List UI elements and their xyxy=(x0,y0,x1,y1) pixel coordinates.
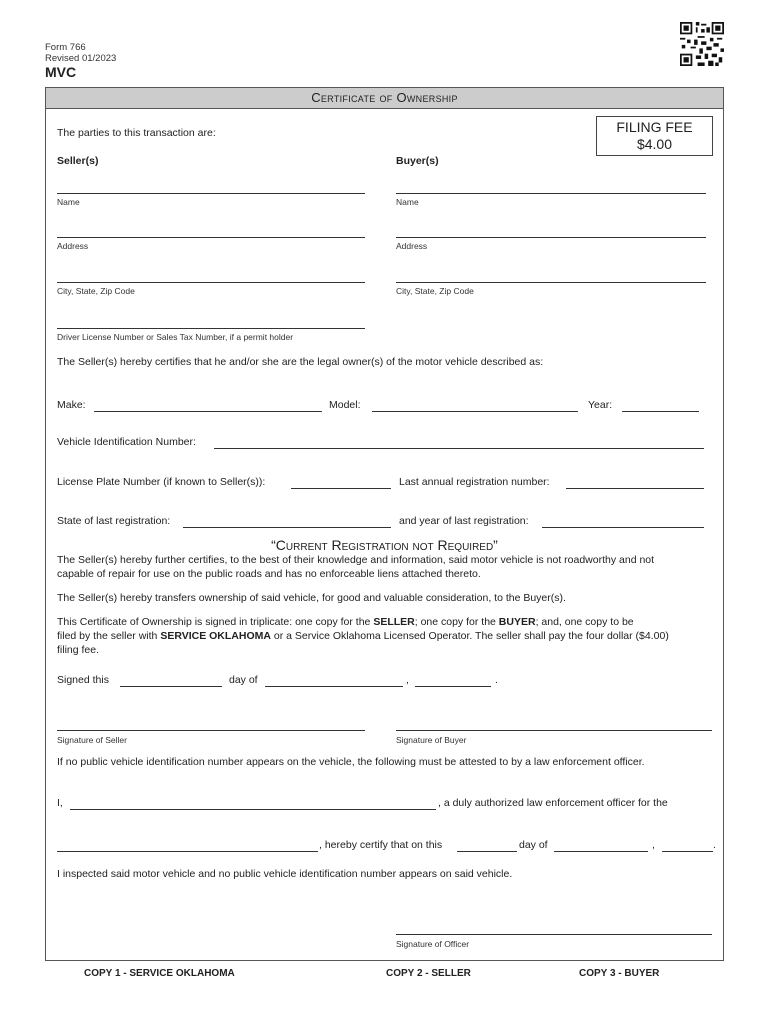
officer-signature-label: Signature of Officer xyxy=(396,939,470,949)
last-reg-number-label: Last annual registration number: xyxy=(399,476,550,488)
last-reg-number-field[interactable] xyxy=(566,488,704,489)
further-certify-line-1: The Seller(s) hereby further certifies, to the best of their knowledge and information, said motor vehicle is not roadworthy and not xyxy=(57,554,655,566)
footer-copy-3: COPY 3 - BUYER xyxy=(579,968,660,979)
officer-signature-field[interactable] xyxy=(396,934,712,935)
year-field[interactable] xyxy=(622,411,699,412)
buyer-city-label: City, State, Zip Code xyxy=(396,286,474,296)
plate-label: License Plate Number (if known to Seller(s)): xyxy=(57,476,266,488)
triplicate-text-2a: filed by the seller with xyxy=(57,630,161,642)
officer-i-label: I, xyxy=(57,797,63,809)
signed-day-field[interactable] xyxy=(120,686,222,687)
transfer-text: The Seller(s) hereby transfers ownership of said vehicle, for good and valuable consideration, to the Buyer(s). xyxy=(57,592,566,604)
seller-address-field[interactable] xyxy=(57,237,365,238)
vin-label: Vehicle Identification Number: xyxy=(57,436,196,448)
signed-year-field[interactable] xyxy=(415,686,491,687)
officer-name-field[interactable] xyxy=(70,809,436,810)
filing-fee-label: FILING FEE xyxy=(616,119,693,135)
revised-date: Revised 01/2023 xyxy=(45,53,117,64)
further-certify-line-2: capable of repair for use on the public roads and has no enforceable liens attached thereto. xyxy=(57,568,481,580)
qr-code-icon xyxy=(680,22,724,66)
signed-month-field[interactable] xyxy=(265,686,403,687)
form-title: Certificate of Ownership xyxy=(311,90,458,105)
triplicate-service-oklahoma: SERVICE OKLAHOMA xyxy=(160,630,271,642)
buyer-name-field[interactable] xyxy=(396,193,706,194)
year-reg-label: and year of last registration: xyxy=(399,515,529,527)
vin-field[interactable] xyxy=(214,448,704,449)
triplicate-text-2b: or a Service Oklahoma Licensed Operator. The seller shall pay the four dollar ($4.00) xyxy=(270,630,669,642)
signed-this-label: Signed this xyxy=(57,674,109,686)
seller-license-field[interactable] xyxy=(57,328,365,329)
year-reg-field[interactable] xyxy=(542,527,704,528)
buyer-name-label: Name xyxy=(396,197,419,207)
triplicate-text-1b: ; one copy for the xyxy=(414,616,499,628)
buyer-address-field[interactable] xyxy=(396,237,706,238)
buyer-address-label: Address xyxy=(396,241,428,251)
parties-intro: The parties to this transaction are: xyxy=(57,127,216,139)
model-field[interactable] xyxy=(372,411,578,412)
buyer-heading: Buyer(s) xyxy=(396,155,439,167)
signed-comma: , xyxy=(406,674,409,686)
seller-license-label: Driver License Number or Sales Tax Number, if a permit holder xyxy=(57,332,294,342)
plate-field[interactable] xyxy=(291,488,391,489)
triplicate-text-3: filing fee. xyxy=(57,644,100,656)
make-label: Make: xyxy=(57,399,86,411)
filing-fee-amount: $4.00 xyxy=(636,136,673,152)
model-label: Model: xyxy=(329,399,361,411)
officer-comma: , xyxy=(652,839,655,851)
buyer-signature-field[interactable] xyxy=(396,730,712,731)
footer-copy-1: COPY 1 - SERVICE OKLAHOMA xyxy=(84,968,235,979)
state-label: State of last registration: xyxy=(57,515,171,527)
seller-address-label: Address xyxy=(57,241,89,251)
officer-duly-text: , a duly authorized law enforcement officer for the xyxy=(438,797,668,809)
seller-signature-label: Signature of Seller xyxy=(57,735,127,745)
registration-heading: “Current Registration not Required” xyxy=(271,537,498,553)
agency-code: MVC xyxy=(45,64,77,80)
seller-city-label: City, State, Zip Code xyxy=(57,286,135,296)
buyer-signature-label: Signature of Buyer xyxy=(396,735,467,745)
signed-day-of-label: day of xyxy=(229,674,258,686)
seller-city-field[interactable] xyxy=(57,282,365,283)
form-number: Form 766 xyxy=(45,42,86,53)
triplicate-seller: SELLER xyxy=(373,616,415,628)
no-vin-text: If no public vehicle identification number appears on the vehicle, the following must be attested to by a law enforcement officer. xyxy=(57,756,645,768)
officer-inspected-text: I inspected said motor vehicle and no public vehicle identification number appears on said vehicle. xyxy=(57,868,513,880)
seller-name-field[interactable] xyxy=(57,193,365,194)
signed-period: . xyxy=(495,674,498,686)
officer-year-field[interactable] xyxy=(662,851,713,852)
make-field[interactable] xyxy=(94,411,322,412)
title-bar xyxy=(46,88,723,109)
seller-name-label: Name xyxy=(57,197,80,207)
officer-jurisdiction-field[interactable] xyxy=(57,851,318,852)
buyer-city-field[interactable] xyxy=(396,282,706,283)
seller-signature-field[interactable] xyxy=(57,730,365,731)
certify-text: The Seller(s) hereby certifies that he and/or she are the legal owner(s) of the motor vehicle described as: xyxy=(57,356,544,368)
certificate-form xyxy=(45,87,724,961)
officer-month-field[interactable] xyxy=(554,851,648,852)
filing-fee-box xyxy=(596,116,713,156)
triplicate-buyer: BUYER xyxy=(498,616,536,628)
officer-day-of-label: day of xyxy=(519,839,548,851)
officer-period: . xyxy=(713,839,716,851)
footer-copy-2: COPY 2 - SELLER xyxy=(386,968,471,979)
officer-day-field[interactable] xyxy=(457,851,517,852)
state-field[interactable] xyxy=(183,527,391,528)
triplicate-paragraph xyxy=(57,615,717,657)
triplicate-text-1a: This Certificate of Ownership is signed in triplicate: one copy for the xyxy=(57,616,374,628)
seller-heading: Seller(s) xyxy=(57,155,99,167)
officer-certify-text: , hereby certify that on this xyxy=(319,839,443,851)
year-label: Year: xyxy=(588,399,613,411)
further-certify-paragraph xyxy=(57,553,717,581)
triplicate-text-1c: ; and, one copy to be xyxy=(535,616,634,628)
